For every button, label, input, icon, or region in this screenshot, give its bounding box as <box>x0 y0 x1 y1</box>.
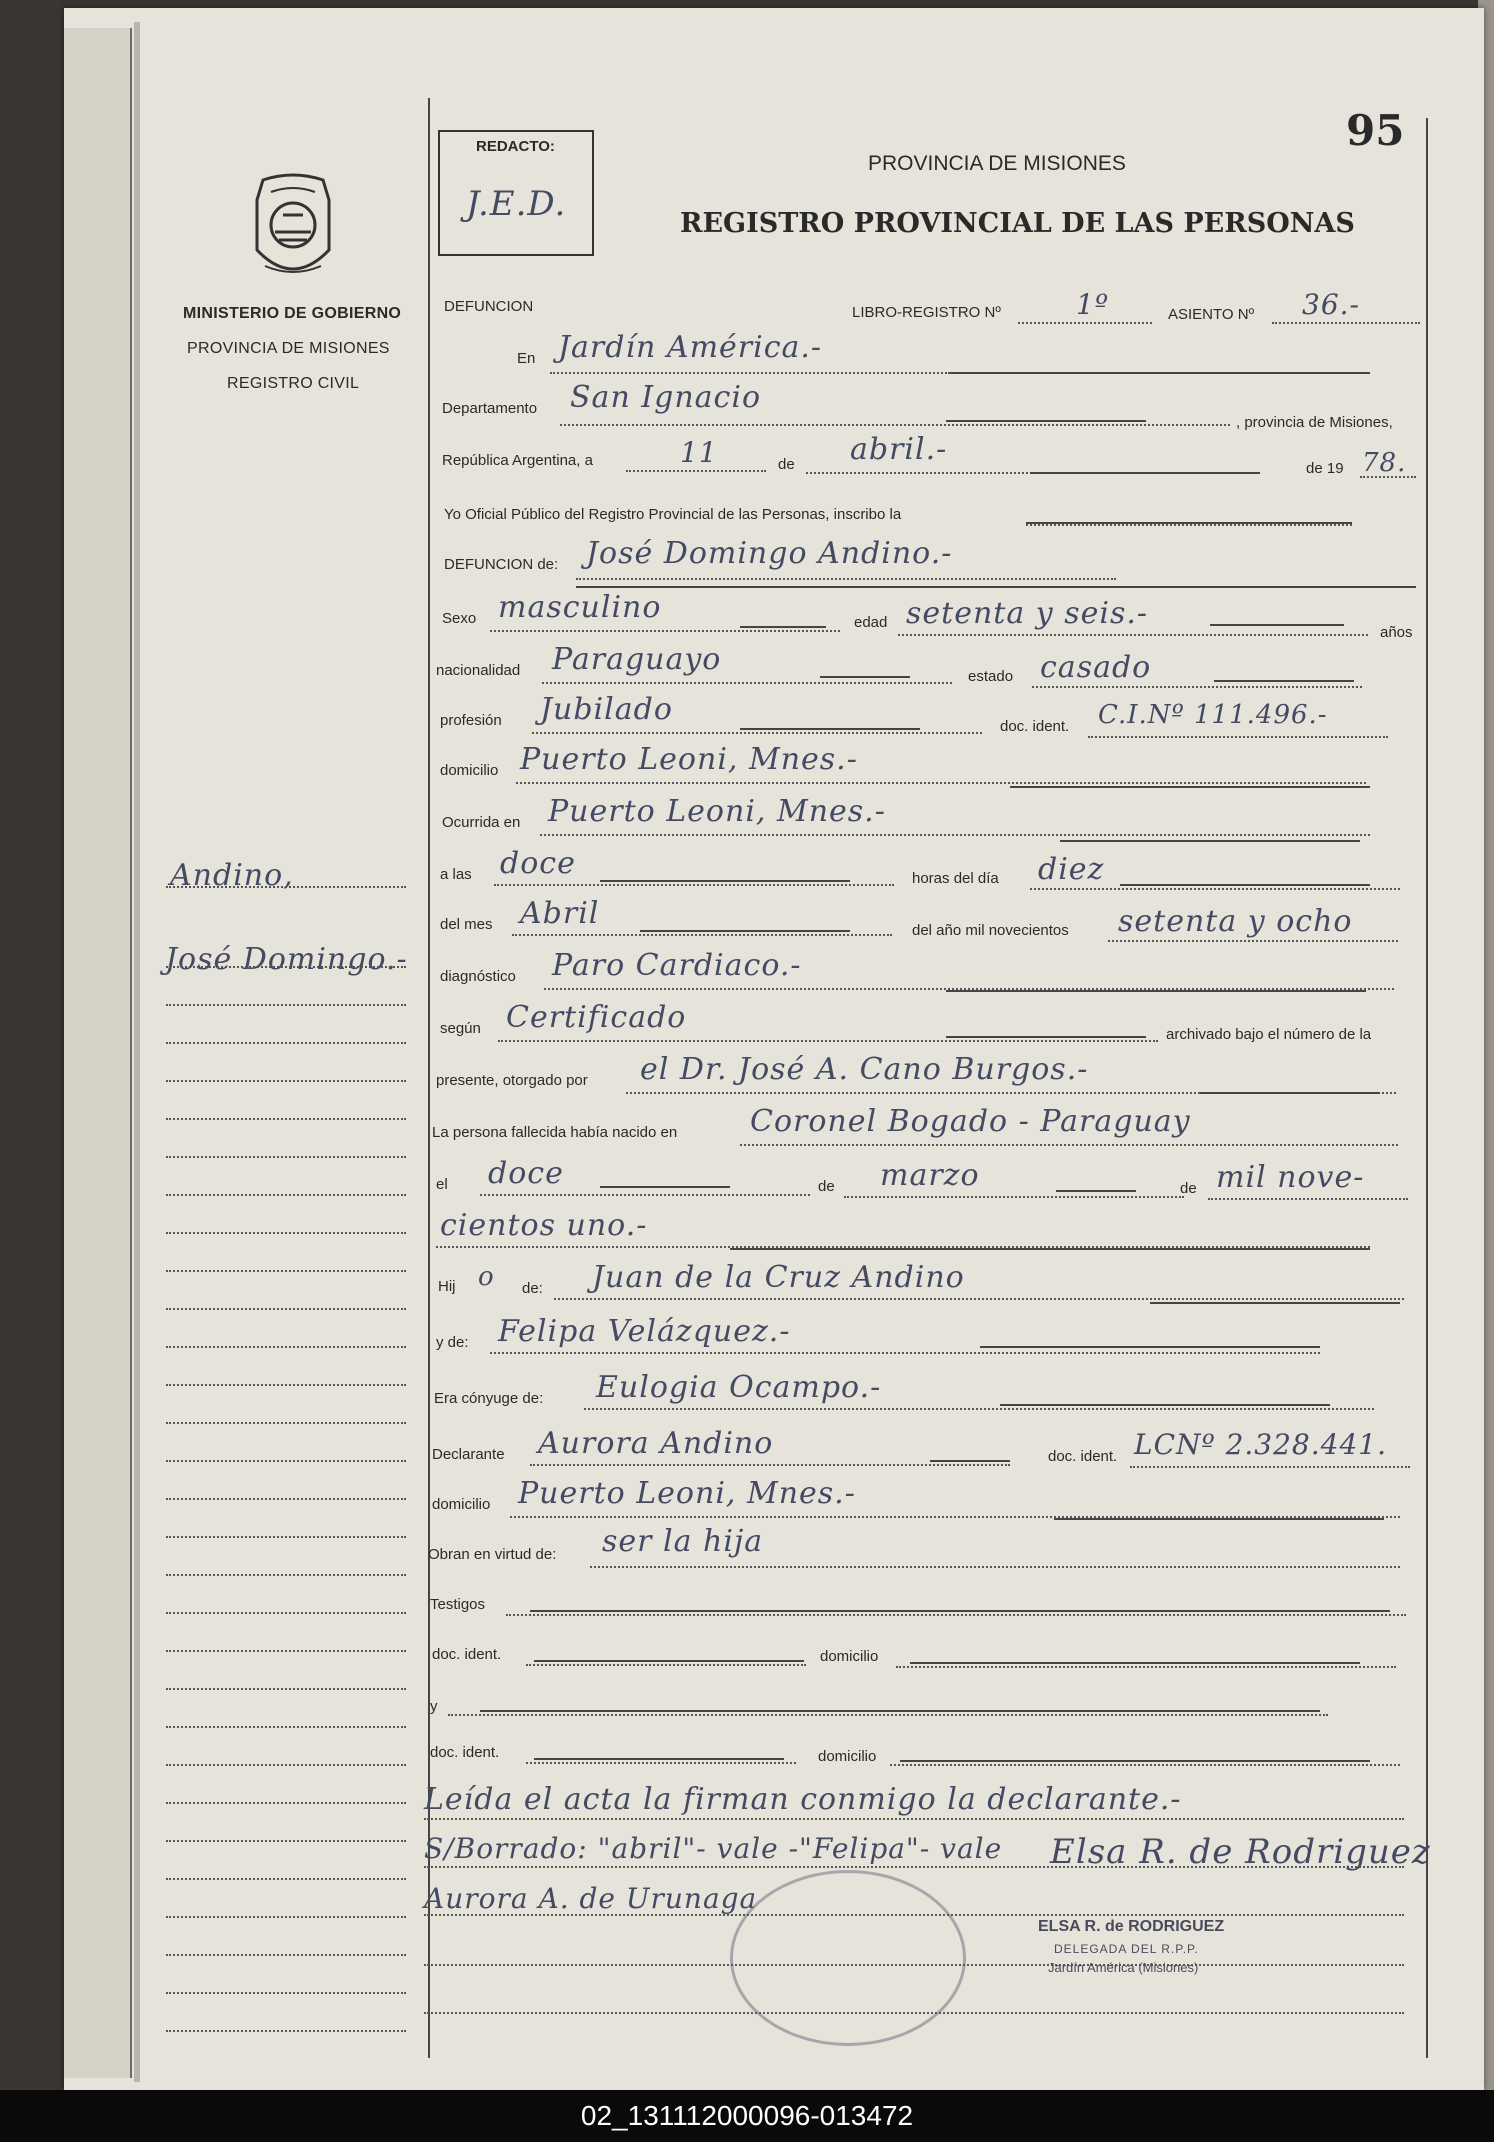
signature: Elsa R. de Rodriguez <box>1050 1832 1431 1872</box>
domicilio2-label: domicilio <box>432 1496 491 1513</box>
testigos-label: Testigos <box>430 1596 486 1613</box>
alas-label: a las <box>440 866 472 883</box>
defuncion-de-value: José Domingo Andino.- <box>586 536 953 571</box>
departamento-label: Departamento <box>442 400 538 417</box>
yde-label: y de: <box>436 1334 469 1351</box>
decl-doc-value: LCNº 2.328.441. <box>1134 1428 1387 1461</box>
archivado-label: archivado bajo el número de la <box>1166 1026 1372 1043</box>
stamp-name: ELSA R. de RODRIGUEZ <box>1038 1918 1225 1935</box>
domicilio-label: domicilio <box>440 762 499 779</box>
libro-label: LIBRO-REGISTRO Nº <box>852 304 1001 321</box>
nacido-label: La persona fallecida había nacido en <box>432 1124 678 1141</box>
presente-value: el Dr. José A. Cano Burgos.- <box>640 1052 1089 1087</box>
sexo-label: Sexo <box>442 610 477 627</box>
coat-of-arms-icon <box>243 170 343 290</box>
nacido-value: Coronel Bogado - Paraguay <box>750 1104 1191 1139</box>
page-number: 95 <box>1346 106 1405 155</box>
docident-label: doc. ident. <box>1000 718 1070 735</box>
defuncion-de-label: DEFUNCION de: <box>444 556 559 573</box>
republica-label: República Argentina, a <box>442 452 593 469</box>
alas-value: doce <box>500 846 576 881</box>
sidebar-surname: Andino, <box>170 858 294 893</box>
de2-value: marzo <box>880 1158 980 1193</box>
horas-value: diez <box>1038 852 1105 887</box>
cont-value: cientos uno.- <box>440 1208 648 1243</box>
header-title: REGISTRO PROVINCIAL DE LAS PERSONAS <box>680 208 1355 239</box>
delanio-value: setenta y ocho <box>1118 904 1353 939</box>
de3-value: mil nove- <box>1216 1160 1365 1195</box>
seal-stamp <box>730 1870 966 2046</box>
declarante-label: Declarante <box>432 1446 505 1463</box>
horas-label: horas del día <box>912 870 999 887</box>
de-label: de <box>778 456 795 473</box>
nacionalidad-label: nacionalidad <box>436 662 521 679</box>
declarante-value: Aurora Andino <box>538 1426 774 1461</box>
sidebar-ministry: MINISTERIO DE GOBIERNO <box>183 305 402 322</box>
ocurrida-label: Ocurrida en <box>442 814 521 831</box>
libro-value: 1º <box>1076 288 1109 321</box>
delmes-value: Abril <box>520 896 600 931</box>
anos-label: años <box>1380 624 1413 641</box>
conyuge-label: Era cónyuge de: <box>434 1390 544 1407</box>
delmes-label: del mes <box>440 916 493 933</box>
profesion-label: profesión <box>440 712 502 729</box>
stamp-role: DELEGADA DEL R.P.P. <box>1054 1942 1199 1956</box>
hij-suffix: o <box>478 1262 495 1292</box>
conyuge-value: Eulogia Ocampo.- <box>596 1370 882 1405</box>
sexo-value: masculino <box>498 590 662 625</box>
obran-value: ser la hija <box>602 1524 764 1559</box>
image-id-text: 02_131112000096-013472 <box>580 2100 914 2131</box>
docident-value: C.I.Nº 111.496.- <box>1098 700 1328 730</box>
de19-label: de 19 <box>1306 460 1344 477</box>
closing-line-3: Aurora A. de Urunaga <box>424 1882 758 1915</box>
madre-value: Felipa Velázquez.- <box>498 1314 791 1349</box>
mes-value: abril.- <box>850 432 948 467</box>
doc1-label: doc. ident. <box>432 1646 502 1663</box>
departamento-value: San Ignacio <box>570 380 762 415</box>
en-label: En <box>517 350 536 367</box>
diagnostico-label: diagnóstico <box>440 968 516 985</box>
doc2-label: doc. ident. <box>430 1744 500 1761</box>
sidebar-province: PROVINCIA DE MISIONES <box>187 340 390 357</box>
de3-label: de <box>1180 1180 1197 1197</box>
el-value: doce <box>488 1156 564 1191</box>
estado-label: estado <box>968 668 1014 685</box>
segun-label: según <box>440 1020 481 1037</box>
decl-doc-label: doc. ident. <box>1048 1448 1118 1465</box>
binding-shadow <box>134 22 140 2082</box>
estado-value: casado <box>1040 650 1152 685</box>
y-label: y <box>430 1698 438 1715</box>
nacionalidad-value: Paraguayo <box>552 642 722 677</box>
redacto-label: REDACTO: <box>476 138 555 155</box>
delanio-label: del año mil novecientos <box>912 922 1069 939</box>
domicilio2-value: Puerto Leoni, Mnes.- <box>518 1476 856 1511</box>
form-right-border <box>1426 118 1428 2058</box>
sidebar-registry: REGISTRO CIVIL <box>227 375 360 392</box>
oficial-text: Yo Oficial Público del Registro Provincial de las Personas, inscribo la <box>444 506 902 523</box>
dia-value: 11 <box>680 436 718 469</box>
anio-value: 78. <box>1362 448 1407 478</box>
ocurrida-value: Puerto Leoni, Mnes.- <box>548 794 886 829</box>
asiento-label: ASIENTO Nº <box>1168 306 1255 323</box>
padre-value: Juan de la Cruz Andino <box>592 1260 965 1295</box>
profesion-value: Jubilado <box>540 692 673 727</box>
segun-value: Certificado <box>506 1000 687 1035</box>
asiento-value: 36.- <box>1302 288 1360 321</box>
edad-label: edad <box>854 614 888 631</box>
image-id-bar <box>0 2090 1494 2142</box>
obran-label: Obran en virtud de: <box>428 1546 557 1563</box>
sidebar-given-names: José Domingo.- <box>165 942 408 977</box>
form-left-border <box>428 98 430 2058</box>
domicilio-value: Puerto Leoni, Mnes.- <box>520 742 858 777</box>
edad-value: setenta y seis.- <box>906 596 1149 631</box>
domicilio3-label: domicilio <box>820 1648 879 1665</box>
provincia-suffix: , provincia de Misiones, <box>1236 414 1393 431</box>
de2-label: de <box>818 1178 835 1195</box>
closing-line-2: S/Borrado: "abril"- vale -"Felipa"- vale <box>424 1832 1003 1865</box>
domicilio4-label: domicilio <box>818 1748 877 1765</box>
closing-line-1: Leída el acta la firman conmigo la declarante.- <box>424 1782 1182 1817</box>
en-value: Jardín América.- <box>558 330 823 365</box>
presente-label: presente, otorgado por <box>436 1072 588 1089</box>
defuncion-head: DEFUNCION <box>444 298 534 315</box>
header-province: PROVINCIA DE MISIONES <box>868 152 1126 175</box>
el-label: el <box>436 1176 448 1193</box>
hij-label: Hij <box>438 1278 456 1295</box>
redacto-value: J.E.D. <box>466 184 567 224</box>
stamp-place: Jardín América (Misiones) <box>1048 1960 1199 1975</box>
de4-label: de: <box>522 1280 543 1297</box>
diagnostico-value: Paro Cardiaco.- <box>552 948 802 983</box>
binding-edge <box>64 28 132 2078</box>
